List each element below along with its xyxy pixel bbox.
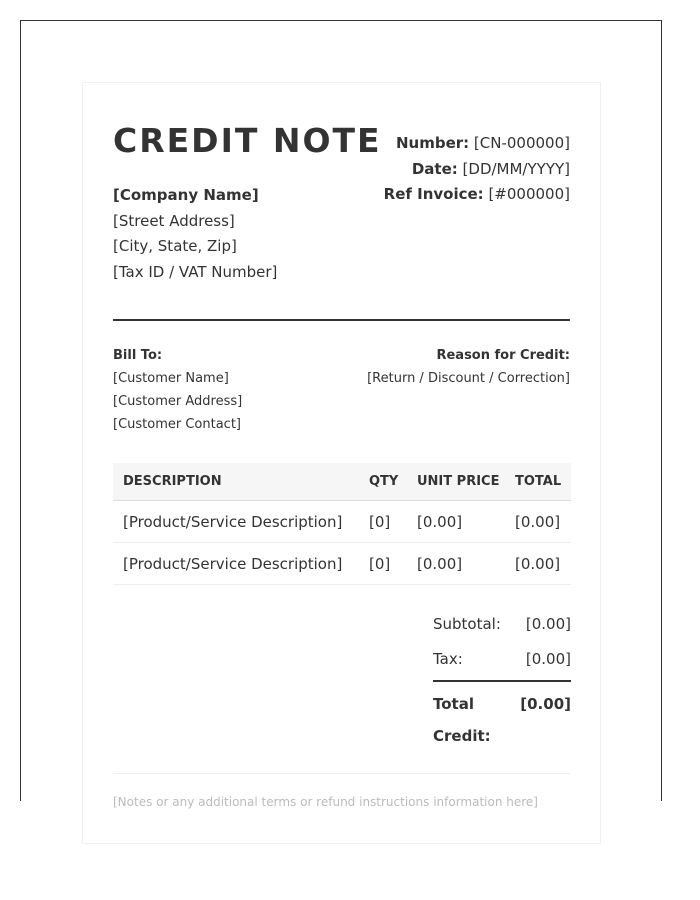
cell-unit-price: [0.00] — [407, 543, 505, 585]
credit-note-document — [82, 82, 601, 844]
total-credit-label: Total Credit: — [433, 695, 491, 745]
cell-description: [Product/Service Description] — [113, 543, 359, 585]
reason-value: [Return / Discount / Correction] — [367, 371, 570, 386]
table-row — [113, 501, 571, 543]
header-description: DESCRIPTION — [113, 463, 359, 501]
header-unit-price: UNIT PRICE — [407, 463, 505, 501]
tax-value: [0.00] — [525, 650, 571, 668]
cell-total: [0.00] — [505, 543, 571, 585]
cell-total: [0.00] — [505, 501, 571, 543]
meta-number-value: [CN-000000] — [473, 134, 570, 152]
header-qty: QTY — [359, 463, 407, 501]
total-credit-value: [0.00] — [520, 695, 571, 713]
bill-to-heading: Bill To: — [113, 348, 163, 363]
meta-date-label: Date: — [411, 159, 458, 178]
meta-number-label: Number: — [395, 134, 470, 152]
cell-description: [Product/Service Description] — [113, 501, 359, 543]
customer-contact: [Customer Contact] — [113, 417, 242, 432]
cell-qty: [0] — [359, 543, 407, 585]
customer-name: [Customer Name] — [113, 371, 229, 386]
line-items-table — [113, 463, 571, 585]
cell-qty: [0] — [359, 501, 407, 543]
subtotal-row — [433, 608, 571, 643]
company-name: [Company Name] — [113, 186, 259, 204]
tax-row — [433, 643, 571, 678]
document-title: CREDIT NOTE — [113, 121, 382, 160]
table-row — [113, 543, 571, 585]
cell-unit-price: [0.00] — [407, 501, 505, 543]
meta-number — [384, 131, 570, 157]
header-total: TOTAL — [505, 463, 571, 501]
meta-date — [384, 157, 570, 183]
meta-date-value: [DD/MM/YYYY] — [462, 159, 570, 178]
table-header-row — [113, 463, 571, 501]
footer-divider — [113, 773, 570, 774]
company-street: [Street Address] — [113, 211, 235, 230]
totals-divider — [433, 680, 571, 682]
company-tax-id: [Tax ID / VAT Number] — [113, 262, 278, 281]
total-credit-row — [433, 688, 571, 745]
footer-notes: [Notes or any additional terms or refund instructions information here] — [113, 795, 538, 809]
reason-block — [367, 344, 570, 390]
totals-block — [433, 608, 571, 745]
bill-to-block — [113, 344, 242, 436]
customer-address: [Customer Address] — [113, 394, 243, 409]
meta-ref-invoice — [384, 182, 570, 208]
subtotal-value: [0.00] — [525, 615, 571, 633]
meta-ref-label: Ref Invoice: — [383, 185, 484, 203]
credit-note-meta — [384, 131, 570, 208]
reason-heading: Reason for Credit: — [436, 348, 570, 363]
meta-ref-value: [#000000] — [488, 185, 570, 203]
header-divider — [113, 319, 570, 321]
tax-label: Tax: — [433, 650, 463, 668]
page-frame — [20, 20, 662, 809]
company-block — [113, 183, 277, 285]
company-city: [City, State, Zip] — [113, 237, 237, 255]
subtotal-label: Subtotal: — [433, 615, 501, 633]
